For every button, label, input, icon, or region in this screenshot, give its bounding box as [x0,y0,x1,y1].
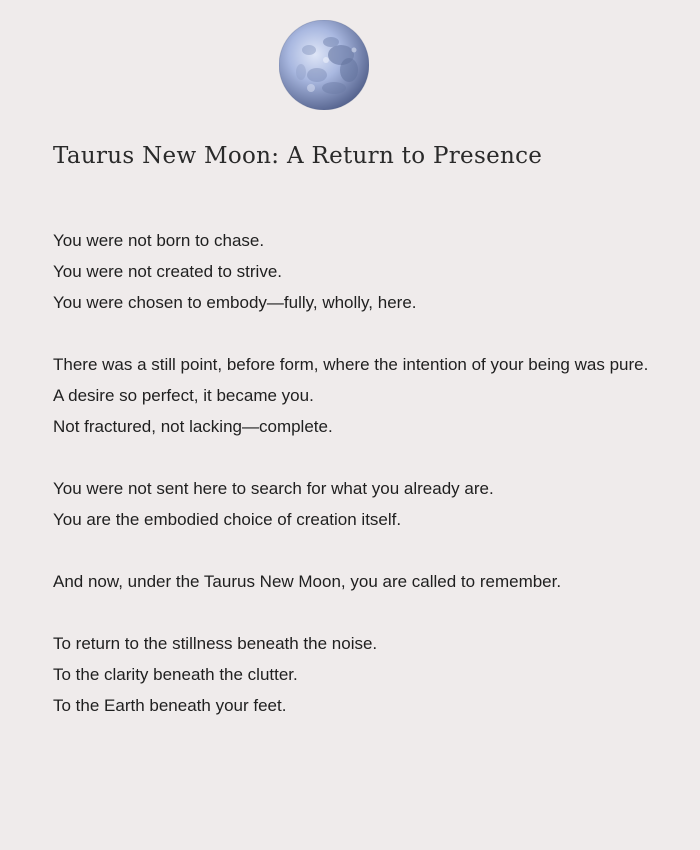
poem-line: You were not born to chase. [53,231,265,250]
article-title: Taurus New Moon: A Return to Presence [53,143,543,169]
moon-icon [279,20,369,110]
poem-line: You were chosen to embody—fully, wholly, here. [53,293,417,312]
poem-line: There was a still point, before form, where the intention of your being was pure. [53,355,649,374]
stanza-2 [53,349,653,442]
poem-line: To return to the stillness beneath the noise. [53,634,378,653]
moon-image [279,20,369,110]
poem-line: To the clarity beneath the clutter. [53,665,298,684]
poem-body [53,225,653,721]
poem-line: A desire so perfect, it became you. [53,386,314,405]
stanza-1 [53,225,653,318]
stanza-5 [53,628,653,721]
poem-line: You were not sent here to search for what you already are. [53,479,494,498]
stanza-3 [53,473,653,535]
poem-line: You were not created to strive. [53,262,283,281]
poem-line: To the Earth beneath your feet. [53,696,287,715]
poem-line: You are the embodied choice of creation itself. [53,510,402,529]
stanza-4 [53,566,653,597]
footer-divider [53,840,173,850]
poem-line: Not fractured, not lacking—complete. [53,417,333,436]
poem-line: And now, under the Taurus New Moon, you are called to remember. [53,572,562,591]
